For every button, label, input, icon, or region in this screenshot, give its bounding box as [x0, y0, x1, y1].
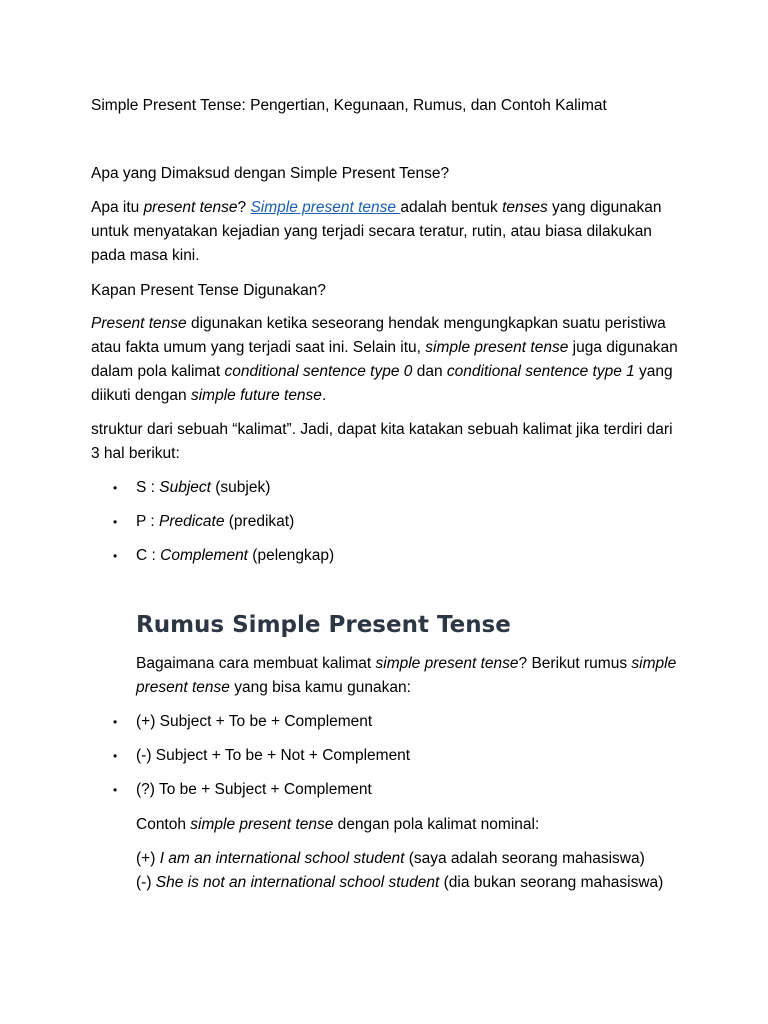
text-run: Contoh [136, 816, 191, 833]
formula-text: (-) Subject + To be + Not + Complement [136, 747, 411, 764]
paragraph-definition [91, 196, 681, 268]
text-run-italic: She is not an international school student [155, 874, 440, 891]
formula-list [91, 710, 681, 812]
text-run-italic: simple future tense [190, 387, 322, 404]
text-run-italic: Complement [160, 547, 248, 564]
list-item [91, 510, 681, 544]
text-run-italic: Predicate [158, 513, 225, 530]
text-run: yang diikuti dengan [91, 363, 673, 404]
paragraph-example-intro [136, 813, 696, 837]
formula-text: (+) Subject + To be + Complement [136, 713, 373, 730]
text-run-italic: simple present tense [136, 655, 677, 696]
text-run-italic: simple present tense [190, 816, 334, 833]
section-heading: Rumus Simple Present Tense [136, 612, 511, 638]
bullet-icon: • [113, 481, 118, 495]
text-run: (-) [136, 874, 156, 891]
list-item [91, 476, 681, 510]
question-heading-2: Kapan Present Tense Digunakan? [91, 282, 326, 299]
text-run-italic: present tense [143, 199, 238, 216]
text-run: juga digunakan dalam pola kalimat [91, 339, 678, 380]
text-run: (dia bukan seorang mahasiswa) [439, 874, 664, 891]
text-run: (pelengkap) [248, 547, 335, 564]
formula-text: (?) To be + Subject + Complement [136, 781, 372, 798]
text-run: yang bisa kamu gunakan: [229, 679, 411, 696]
list-item [91, 544, 681, 578]
bullet-icon: • [113, 515, 118, 529]
document-title: Simple Present Tense: Pengertian, Kegunaan, Rumus, dan Contoh Kalimat [91, 97, 607, 114]
text-run: S : [136, 479, 160, 496]
text-run-italic: simple present tense [375, 655, 519, 672]
list-item [91, 778, 681, 812]
text-run: (subjek) [210, 479, 271, 496]
text-run: yang digunakan untuk menyatakan kejadian yang terjadi secara teratur, rutin, atau biasa dilakukan pada masa kini. [91, 199, 662, 264]
text-run: P : [136, 513, 159, 530]
bullet-icon: • [113, 549, 118, 563]
text-run-italic: conditional sentence type 0 [224, 363, 413, 380]
text-run-italic: Subject [159, 479, 211, 496]
question-heading-1: Apa yang Dimaksud dengan Simple Present Tense? [91, 165, 450, 182]
text-run: dan [412, 363, 447, 380]
text-run-italic: tenses [502, 199, 548, 216]
paragraph-structure: struktur dari sebuah “kalimat”. Jadi, dapat kita katakan sebuah kalimat jika terdiri dari 3 hal berikut: [91, 421, 673, 462]
text-run: adalah bentuk [400, 199, 503, 216]
text-run: Bagaimana cara membuat kalimat [136, 655, 376, 672]
bullet-icon: • [113, 749, 118, 763]
paragraph-formula-intro [136, 652, 696, 700]
text-run-italic: simple present tense [425, 339, 569, 356]
text-run: ? Berikut rumus [518, 655, 632, 672]
paragraph-usage [91, 312, 681, 408]
text-run: . [321, 387, 327, 404]
text-run: ? [237, 199, 251, 216]
text-run: (+) [136, 850, 160, 867]
sentence-parts-list [91, 476, 681, 578]
text-run: C : [136, 547, 161, 564]
text-run: (predikat) [224, 513, 295, 530]
text-run-italic: conditional sentence type 1 [446, 363, 635, 380]
bullet-icon: • [113, 783, 118, 797]
text-run: digunakan ketika seseorang hendak mengungkapkan suatu peristiwa atau fakta umum yang terjadi saat ini. Selain itu, [91, 315, 666, 356]
text-run: (saya adalah seorang mahasiswa) [404, 850, 645, 867]
simple-present-tense-link[interactable]: Simple present tense [250, 199, 401, 216]
list-item [91, 710, 681, 744]
bullet-icon: • [113, 715, 118, 729]
text-run-italic: Present tense [91, 315, 187, 332]
paragraph-examples [136, 847, 696, 895]
list-item [91, 744, 681, 778]
text-run: dengan pola kalimat nominal: [333, 816, 540, 833]
text-run: Apa itu [91, 199, 144, 216]
text-run-italic: I am an international school student [159, 850, 405, 867]
